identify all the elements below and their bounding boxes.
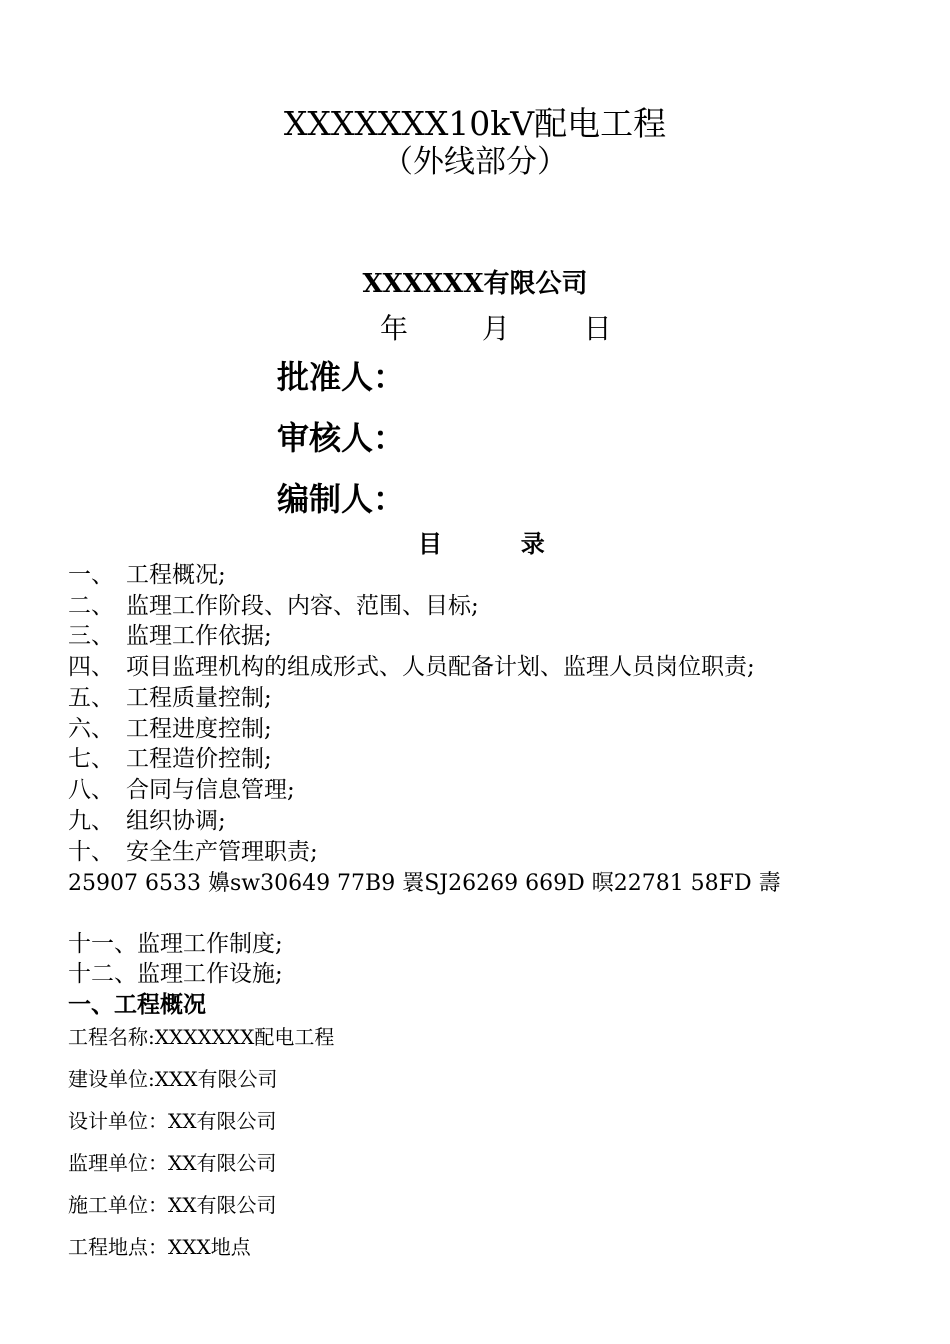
toc-item-number: 二、 [68, 593, 114, 619]
toc-item-number: 五、 [68, 685, 114, 711]
document-subtitle: （外线部分） [382, 144, 568, 180]
toc-item-text: 监理工作制度; [137, 931, 283, 957]
toc-item-text: 工程进度控制; [126, 716, 272, 742]
toc-item-text: 监理工作设施; [137, 961, 283, 987]
toc-item-text: 工程造价控制; [126, 746, 272, 772]
toc-item-number: 十二、 [68, 961, 137, 987]
toc-item-number: 九、 [68, 808, 114, 834]
toc-item [68, 806, 226, 836]
toc-item [68, 591, 479, 621]
toc-item [68, 929, 283, 959]
approver-label: 批准人： [277, 358, 406, 396]
toc-item-text: 组织协调; [126, 808, 226, 834]
toc-item-number: 六、 [68, 716, 114, 742]
toc-item [68, 775, 295, 805]
contractor-field: 施工单位：XX有限公司 [68, 1193, 277, 1217]
toc-item [68, 837, 318, 867]
date-day: 日 [583, 312, 612, 345]
toc-item-number: 七、 [68, 746, 114, 772]
supervisor-field: 监理单位：XX有限公司 [68, 1151, 277, 1175]
toc-item-number: 十一、 [68, 931, 137, 957]
toc-title [418, 529, 545, 559]
section-heading: 一、工程概况 [68, 992, 206, 1018]
toc-item-text: 合同与信息管理; [126, 777, 295, 803]
document-title: XXXXXXX10kV配电工程 [283, 104, 667, 143]
project-name-field: 工程名称:XXXXXXX配电工程 [68, 1025, 335, 1049]
toc-item-text: 安全生产管理职责; [126, 839, 318, 865]
company-name: XXXXXX有限公司 [362, 269, 588, 299]
toc-item-text: 监理工作依据; [126, 623, 272, 649]
toc-item [68, 621, 272, 651]
date-line [380, 312, 612, 346]
compiler-label: 编制人： [277, 480, 406, 518]
toc-item-number: 四、 [68, 654, 114, 680]
toc-item-text: 工程概况; [126, 562, 226, 588]
client-field: 建设单位:XXX有限公司 [68, 1067, 278, 1091]
toc-item-number: 十、 [68, 839, 114, 865]
designer-field: 设计单位：XX有限公司 [68, 1109, 277, 1133]
company-name-clipped [0, 269, 950, 299]
toc-item-text: 工程质量控制; [126, 685, 272, 711]
toc-item-number: 一、 [68, 562, 114, 588]
toc-item [68, 714, 272, 744]
toc-title-char-1: 目 [418, 529, 442, 558]
toc-item-text: 监理工作阶段、内容、范围、目标; [126, 593, 479, 619]
toc-item-number: 三、 [68, 623, 114, 649]
toc-title-char-2: 录 [520, 529, 545, 558]
reviewer-label: 审核人： [277, 419, 406, 457]
date-year: 年 [380, 312, 409, 345]
toc-item [68, 560, 226, 590]
toc-item-text: 项目监理机构的组成形式、人员配备计划、监理人员岗位职责; [126, 654, 755, 680]
toc-item [68, 652, 755, 682]
toc-item-number: 八、 [68, 777, 114, 803]
location-field: 工程地点：XXX地点 [68, 1235, 251, 1259]
toc-item [68, 744, 272, 774]
toc-item [68, 959, 283, 989]
toc-item [68, 683, 272, 713]
date-month: 月 [481, 312, 510, 345]
garbled-text-line: 25907 6533 嬶sw30649 77B9 瞏SJ26269 669D 暝22781 58FD 壽 [68, 871, 781, 896]
